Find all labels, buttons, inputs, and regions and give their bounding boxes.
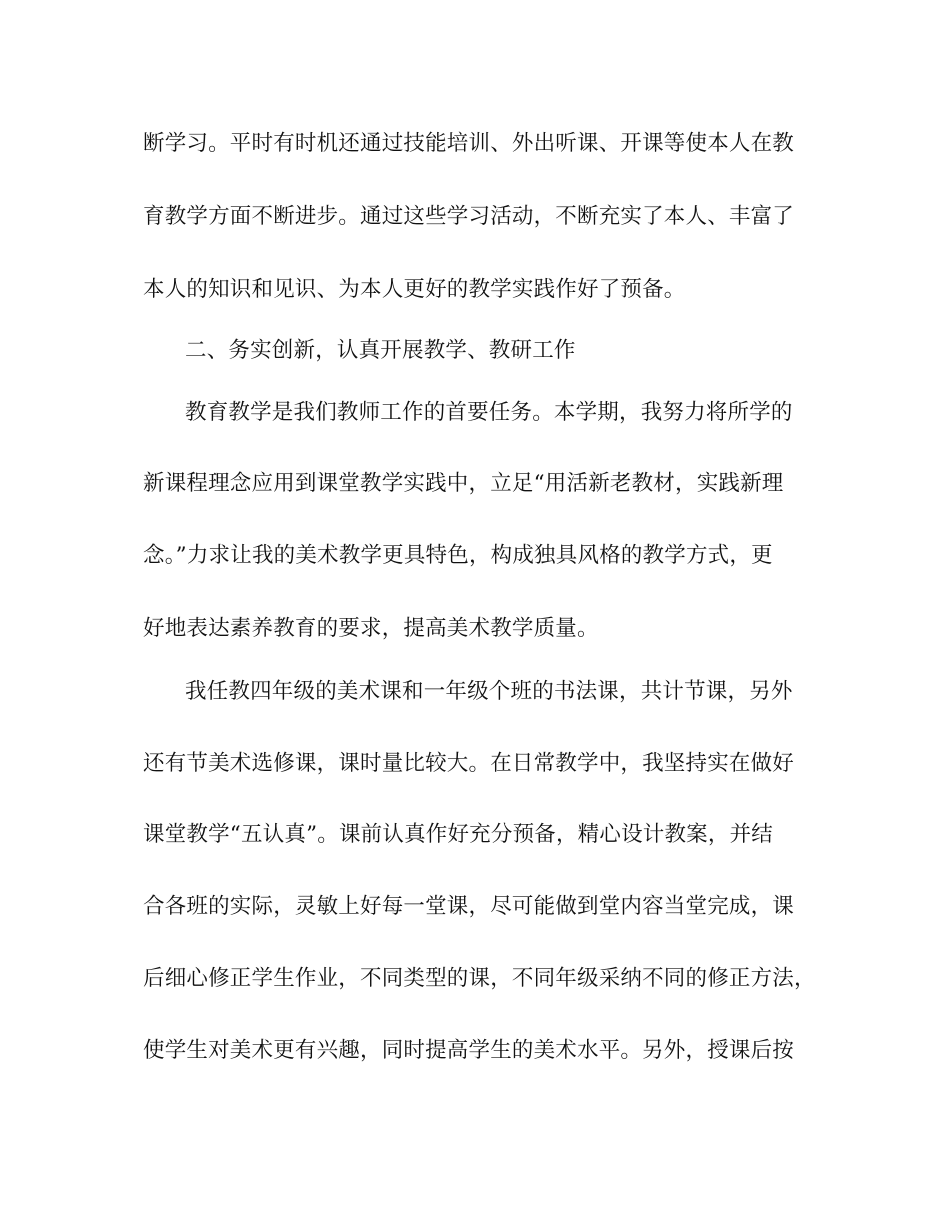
text-line: 还有节美术选修课，课时量比较大。在日常教学中，我坚持实在做好: [143, 751, 795, 776]
text-line: 好地表达素养教育的要求，提高美术教学质量。: [143, 616, 599, 641]
text-line: 我任教四年级的美术课和一年级个班的书法课，共计节课，另外: [185, 679, 793, 704]
text-line: 后细心修正学生作业，不同类型的课，不同年级采纳不同的修正方法，: [143, 966, 816, 991]
text-line: 念。”力求让我的美术教学更具特色，构成独具风格的教学方式，更: [143, 543, 773, 568]
text-line: 育教学方面不断进步。通过这些学习活动，不断充实了本人、丰富了: [143, 204, 795, 229]
text-line: 使学生对美术更有兴趣，同时提高学生的美术水平。另外，授课后按: [143, 1038, 795, 1063]
text-line: 本人的知识和见识、为本人更好的教学实践作好了预备。: [143, 277, 686, 302]
section-heading: 二、务实创新，认真开展教学、教研工作: [185, 338, 576, 363]
text-line: 教育教学是我们教师工作的首要任务。本学期，我努力将所学的: [185, 400, 793, 425]
text-line: 断学习。平时有时机还通过技能培训、外出听课、开课等使本人在教: [143, 131, 795, 156]
text-line: 新课程理念应用到课堂教学实践中，立足“用活新老教材，实践新理: [143, 471, 784, 496]
text-line: 课堂教学“五认真”。课前认真作好充分预备，精心设计教案，并结: [143, 822, 773, 847]
text-line: 合各班的实际，灵敏上好每一堂课，尽可能做到堂内容当堂完成，课: [143, 894, 795, 919]
